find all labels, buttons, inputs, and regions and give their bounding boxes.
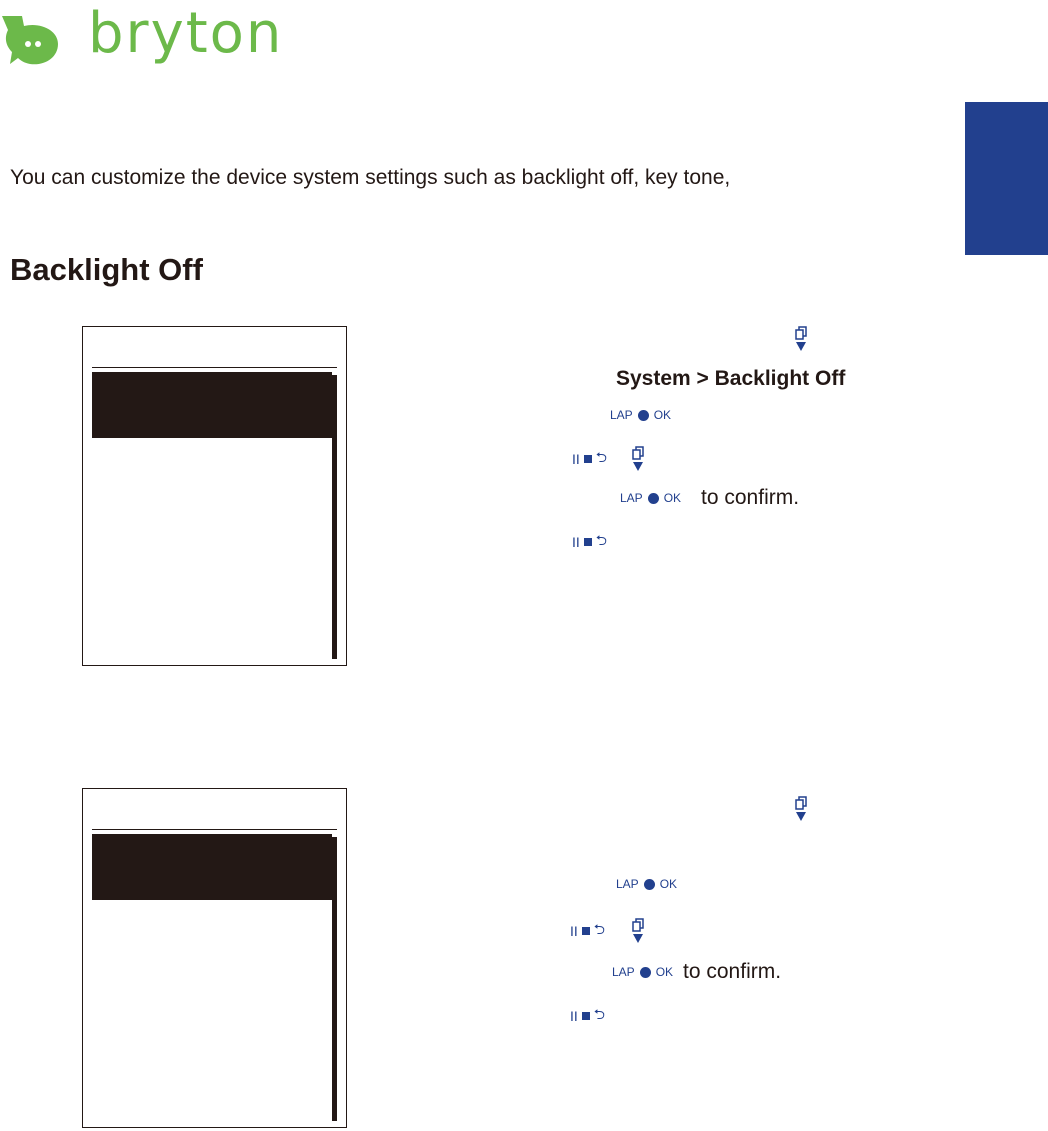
- confirm-step1: [620, 486, 799, 510]
- lap-label: LAP: [612, 965, 635, 979]
- back-icon: ⮌: [593, 1006, 605, 1022]
- scrollbar: [332, 837, 337, 1121]
- stop-icon: [582, 927, 590, 935]
- down-arrow-icon: [633, 934, 643, 943]
- lap-ok-button-icon: [616, 877, 677, 891]
- stop-icon: [584, 538, 592, 546]
- menu-path: System > Backlight Off: [616, 367, 846, 390]
- lap-ok-button-icon: [610, 408, 671, 422]
- pause-stop-back-button-icon: [570, 1004, 605, 1028]
- stop-icon: [582, 1012, 590, 1020]
- pause-label: II: [572, 534, 580, 550]
- confirm-text: to confirm.: [701, 486, 800, 509]
- back-icon: ⮌: [593, 920, 605, 937]
- back-page-step1: [572, 446, 645, 471]
- page-icon: [631, 918, 645, 943]
- bryton-logo-icon: [0, 8, 80, 68]
- lap-ok-button-icon: [612, 965, 673, 979]
- lap-ok-button-icon: [620, 491, 681, 505]
- back-page-step2: [570, 918, 645, 943]
- back-step1: [572, 530, 607, 554]
- down-arrow-icon: [796, 812, 806, 821]
- device-screen-2: [82, 788, 347, 1128]
- page-button-step2: [794, 796, 808, 821]
- page-icon: [631, 446, 645, 471]
- lap-label: LAP: [610, 408, 633, 422]
- down-arrow-icon: [796, 342, 806, 351]
- ok-label: OK: [655, 965, 674, 979]
- chapter-tab: [965, 102, 1048, 255]
- pause-stop-back-button-icon: [572, 530, 607, 554]
- lap-label: LAP: [616, 877, 639, 891]
- dot-icon: [644, 879, 655, 890]
- highlighted-menu-item: [92, 372, 332, 438]
- dot-icon: [638, 410, 649, 421]
- bryton-logo: [0, 1, 290, 68]
- page-glyph-icon: [632, 446, 644, 460]
- lap-ok-step1: [610, 408, 671, 422]
- pause-label: II: [570, 922, 578, 939]
- back-icon: ⮌: [595, 532, 607, 548]
- page-glyph-icon: [632, 918, 644, 932]
- scrollbar: [332, 375, 337, 659]
- page-button-step1: [794, 326, 808, 351]
- confirm-step2: [612, 960, 781, 984]
- device-screen-1: [82, 326, 347, 666]
- ok-label: OK: [659, 877, 678, 891]
- page-glyph-icon: [795, 326, 807, 340]
- pause-label: II: [570, 1008, 578, 1024]
- pause-stop-back-button-icon: [572, 447, 607, 471]
- section-title: Backlight Off: [10, 252, 203, 287]
- screen-divider: [92, 829, 337, 830]
- ok-label: OK: [663, 491, 682, 505]
- intro-paragraph: You can customize the device system settings such as backlight off, key tone,: [10, 166, 731, 189]
- dot-icon: [648, 493, 659, 504]
- lap-label: LAP: [620, 491, 643, 505]
- page-icon: [794, 796, 808, 821]
- down-arrow-icon: [633, 462, 643, 471]
- back-step2: [570, 1004, 605, 1028]
- pause-label: II: [572, 450, 580, 467]
- screen-divider: [92, 367, 337, 368]
- highlighted-menu-item: [92, 834, 332, 900]
- bryton-wordmark: bryton: [88, 1, 284, 66]
- lap-ok-step2: [616, 877, 677, 891]
- page-icon: [794, 326, 808, 351]
- back-icon: ⮌: [595, 448, 607, 465]
- stop-icon: [584, 455, 592, 463]
- dot-icon: [640, 967, 651, 978]
- pause-stop-back-button-icon: [570, 919, 605, 943]
- ok-label: OK: [653, 408, 672, 422]
- confirm-text: to confirm.: [683, 960, 782, 983]
- page-glyph-icon: [795, 796, 807, 810]
